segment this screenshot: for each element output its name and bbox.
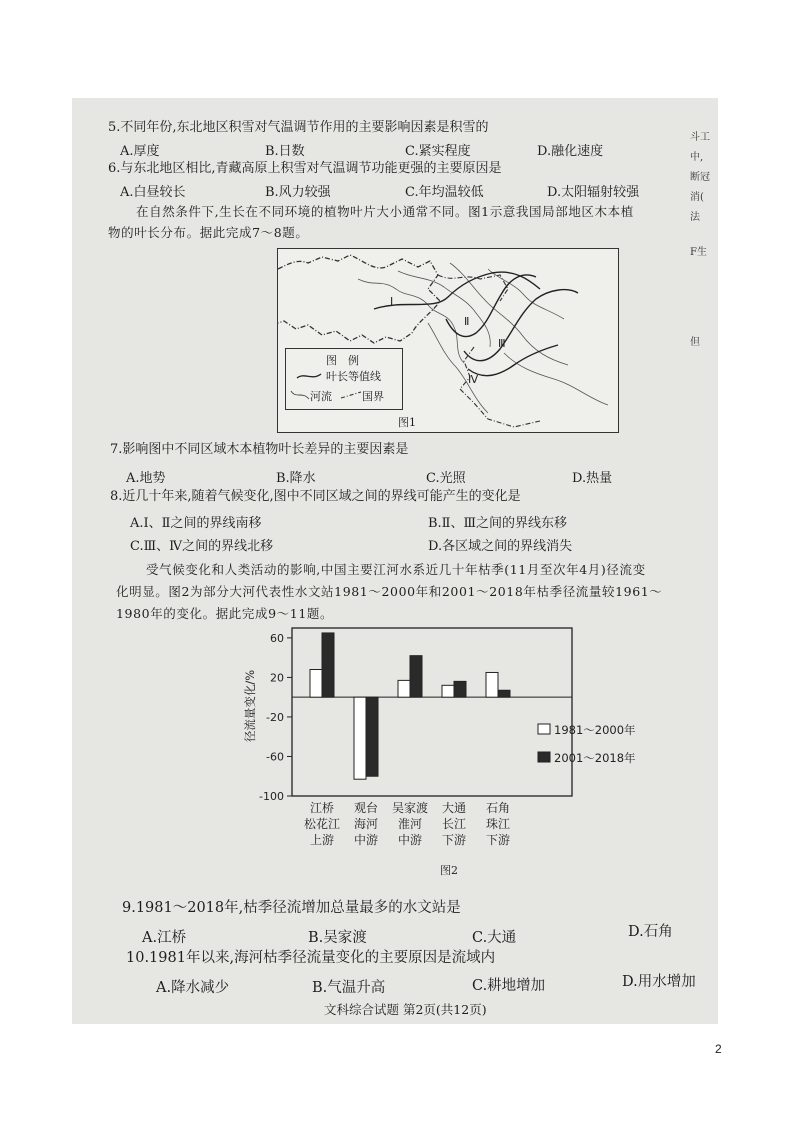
bar-1981-2000	[398, 680, 410, 697]
edge-fragment: F生	[690, 247, 707, 258]
figure1-map	[277, 248, 619, 433]
bar-2001-2018	[366, 697, 378, 776]
q8-option-c: C.Ⅲ、Ⅳ之间的界线北移	[130, 539, 274, 554]
x-category-label: 江桥	[309, 801, 335, 815]
bar-2001-2018	[322, 633, 334, 697]
q10-option-b: B.气温升高	[312, 980, 386, 996]
q7-stem: 7.影响图中不同区域木本植物叶长差异的主要因素是	[110, 442, 409, 457]
q5-option-a: A.厚度	[120, 144, 160, 159]
page-number: 2	[715, 1042, 722, 1056]
edge-fragment: 中,	[690, 152, 704, 163]
passage2-line3: 1980年的变化。据此完成9～11题。	[116, 606, 334, 621]
legend-border-label: 国界	[362, 390, 384, 403]
q7-option-a: A.地势	[126, 471, 166, 486]
q6-option-a: A.白昼较长	[120, 185, 186, 200]
national-border	[278, 255, 440, 343]
bar-1981-2000	[310, 670, 322, 698]
x-category-label: 中游	[397, 833, 423, 847]
legend-river-label: 河流	[310, 390, 332, 403]
passage1-line2: 物的叶长分布。据此完成7～8题。	[108, 225, 309, 240]
legend-contour-label: 叶长等值线	[326, 370, 381, 383]
q6-option-d: D.太阳辐射较强	[547, 185, 640, 200]
bar-2001-2018	[410, 656, 422, 698]
q5-option-c: C.紧实程度	[405, 144, 471, 159]
x-category-label: 观台	[353, 801, 379, 815]
region-label-3: Ⅲ	[498, 337, 506, 350]
q6-option-c: C.年均温较低	[405, 185, 484, 200]
edge-fragment: 消(	[690, 192, 704, 203]
bar-1981-2000	[486, 672, 498, 697]
q7-option-d: D.热量	[572, 471, 613, 486]
y-axis-label: 径流量变化/%	[243, 669, 257, 743]
legend-swatch	[538, 724, 550, 734]
edge-fragment: 但	[690, 337, 700, 348]
x-category-label: 中游	[353, 833, 379, 847]
figure2-caption: 图2	[440, 864, 458, 877]
legend-label: 2001～2018年	[554, 751, 636, 765]
q9-stem: 9.1981～2018年,枯季径流增加总量最多的水文站是	[122, 900, 461, 916]
q6-stem: 6.与东北地区相比,青藏高原上积雪对气温调节功能更强的主要原因是	[108, 161, 502, 176]
q7-option-c: C.光照	[426, 471, 466, 486]
q9-option-d: D.石角	[628, 924, 673, 940]
x-category-label: 大通	[441, 801, 467, 815]
q8-option-d: D.各区域之间的界线消失	[428, 539, 573, 554]
map-legend	[285, 348, 403, 410]
river	[488, 269, 564, 319]
q8-stem: 8.近几十年来,随着气候变化,图中不同区域之间的界线可能产生的变化是	[110, 489, 521, 504]
region-label-1: Ⅰ	[390, 295, 394, 308]
x-category-label: 松花江	[303, 817, 341, 831]
figure1-caption: 图1	[398, 416, 416, 429]
q8-option-a: A.Ⅰ、Ⅱ之间的界线南移	[130, 516, 262, 531]
legend-label: 1981～2000年	[554, 723, 636, 737]
x-category-label: 长江	[441, 817, 467, 831]
bar-1981-2000	[354, 697, 366, 779]
river	[398, 271, 490, 347]
legend-swatch	[538, 752, 550, 762]
q7-option-b: B.降水	[276, 471, 316, 486]
leaf-length-contour	[464, 290, 578, 361]
passage1-line1: 在自然条件下,生长在不同环境的植物叶片大小通常不同。图1示意我国局部地区木本植	[136, 204, 634, 219]
x-category-label: 石角	[485, 801, 511, 815]
q5-option-b: B.日数	[265, 144, 305, 159]
q10-option-a: A.降水减少	[156, 980, 230, 996]
bar-1981-2000	[442, 685, 454, 697]
q6-option-b: B.风力较强	[265, 185, 331, 200]
runoff-change-chart	[232, 626, 652, 878]
x-category-label: 上游	[309, 833, 335, 847]
x-category-label: 下游	[441, 833, 467, 847]
river	[450, 263, 568, 365]
q8-option-b: B.Ⅱ、Ⅲ之间的界线东移	[428, 516, 568, 531]
q10-stem: 10.1981年以来,海河枯季径流量变化的主要原因是流域内	[126, 950, 496, 966]
x-category-label: 珠江	[485, 817, 511, 831]
x-category-label: 淮河	[397, 817, 423, 831]
contour-symbol	[296, 371, 322, 381]
x-category-label: 海河	[353, 817, 379, 831]
y-tick-label: 60	[270, 631, 284, 645]
passage2-line2: 化明显。图2为部分大河代表性水文站1981～2000年和2001～2018年枯季径流量较1961～	[116, 584, 663, 599]
bar-2001-2018	[454, 681, 466, 697]
q5-option-d: D.融化速度	[537, 144, 604, 159]
q10-option-d: D.用水增加	[622, 974, 696, 990]
passage2-line1: 受气候变化和人类活动的影响,中国主要江河水系近几十年枯季(11月至次年4月)径流变	[146, 562, 646, 577]
river	[428, 323, 488, 413]
y-tick-label: -100	[259, 790, 284, 803]
y-tick-label: -60	[266, 750, 284, 764]
page-footer: 文科综合试题 第2页(共12页)	[324, 1002, 487, 1017]
exam-photo	[72, 98, 718, 1024]
x-category-label: 下游	[485, 833, 511, 847]
y-tick-label: 20	[270, 671, 284, 685]
region-label-4: Ⅳ	[468, 373, 479, 386]
legend-title: 图 例	[326, 354, 359, 367]
q5-stem: 5.不同年份,东北地区积雪对气温调节作用的主要影响因素是积雪的	[108, 120, 489, 135]
q9-option-a: A.江桥	[142, 930, 187, 946]
river-symbol	[290, 389, 310, 401]
q9-option-b: B.吴家渡	[308, 930, 367, 946]
bar-2001-2018	[498, 690, 510, 697]
x-category-label: 吴家渡	[391, 801, 429, 815]
q9-option-c: C.大通	[472, 930, 517, 946]
y-tick-label: -20	[266, 710, 284, 724]
edge-fragment: 法	[690, 212, 700, 223]
border-symbol	[340, 390, 362, 400]
q10-option-c: C.耕地增加	[472, 978, 546, 994]
edge-fragment: 断冠	[690, 172, 710, 183]
edge-fragment: 斗工	[690, 132, 710, 143]
region-label-2: Ⅱ	[464, 315, 470, 328]
